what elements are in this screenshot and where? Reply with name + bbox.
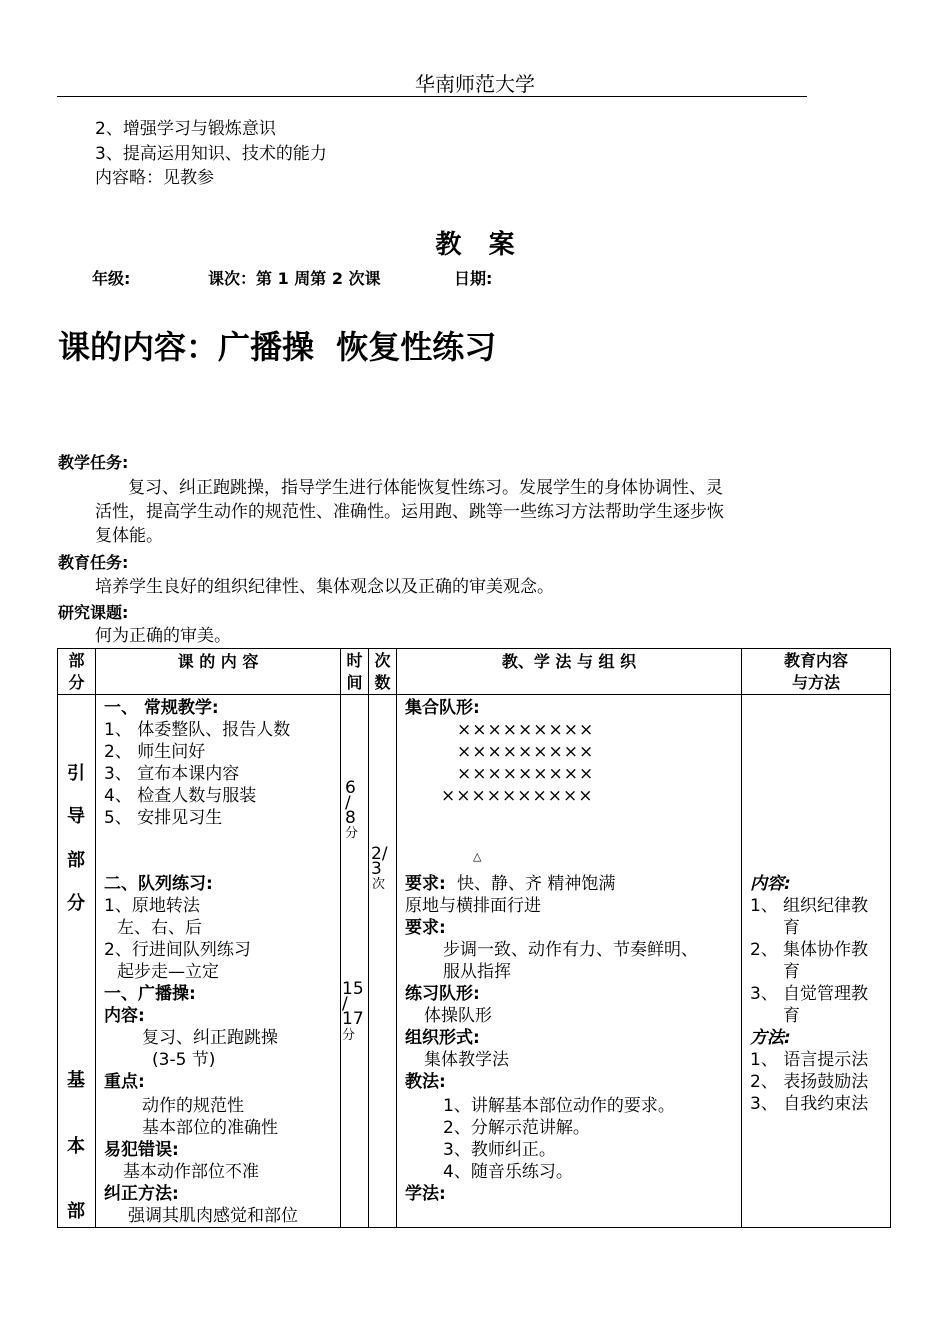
table-body-row <box>58 695 891 1228</box>
time-column <box>341 695 368 1227</box>
fix-label: 纠正方法: <box>104 1184 179 1204</box>
list-item: 1、 <box>750 896 778 916</box>
teaching-task-line: 活性，提高学生动作的规范性、准确性。运用跑、跳等一些练习方法帮助学生逐步恢 <box>95 502 724 522</box>
drill-title: 二、队列练习: <box>104 874 213 894</box>
page-title: 教 案 <box>435 230 515 260</box>
list-item: 3、 自我约束法 <box>750 1094 869 1114</box>
formation-row: ××××××××× <box>457 720 595 740</box>
list-item: 4、随音乐练习。 <box>443 1162 573 1182</box>
list-item: 2、行进间队列练习 <box>104 940 251 960</box>
method-column <box>397 695 741 1227</box>
req1-label: 要求: <box>405 874 446 894</box>
list-item: 2、 师生问好 <box>104 742 206 762</box>
list-item: 2、 <box>750 940 778 960</box>
req2-label: 要求: <box>405 918 446 938</box>
list-item: 自觉管理教 <box>783 984 868 1004</box>
header-time: 时 间 <box>346 651 363 692</box>
list-item: 复习、纠正跑跳操 <box>142 1028 278 1048</box>
header-count: 次 数 <box>374 651 391 692</box>
part-char: 分 <box>67 893 85 914</box>
formation-label: 集合队形: <box>405 698 480 718</box>
grade-label: 年级: <box>92 269 131 288</box>
edu-column <box>742 695 890 1227</box>
list-item: 基本部位的准确性 <box>142 1118 278 1138</box>
education-task-label: 教育任务: <box>58 553 129 572</box>
req2-line: 步调一致、动作有力、节奏鲜明、 <box>443 940 698 960</box>
part-char: 基 <box>67 1070 85 1091</box>
teaching-task-line: 复体能。 <box>95 526 163 546</box>
practice-text: 体操队形 <box>424 1006 492 1026</box>
table-header-row <box>58 649 891 695</box>
list-item: 育 <box>783 1006 800 1026</box>
date-label: 日期: <box>454 269 493 288</box>
list-item: 2、 表扬鼓励法 <box>750 1072 869 1092</box>
list-item: 3、教师纠正。 <box>443 1140 556 1160</box>
key-label: 重点: <box>104 1072 145 1092</box>
learn-label: 学法: <box>405 1184 446 1204</box>
list-item: 强调其肌肉感觉和部位 <box>128 1206 298 1226</box>
list-item: 5、 安排见习生 <box>104 808 223 828</box>
req2-line: 服从指挥 <box>443 962 511 982</box>
count-unit: 次 <box>372 877 386 892</box>
list-item: 2、分解示范讲解。 <box>443 1118 590 1138</box>
research-label: 研究课题: <box>58 603 129 622</box>
lesson-plan-table <box>57 648 891 1228</box>
intro-line-1: 2、增强学习与锻炼意识 <box>95 119 276 139</box>
org-text: 集体教学法 <box>424 1050 509 1070</box>
list-item: 育 <box>783 918 800 938</box>
header-method: 教、学 法 与 组 织 <box>501 652 637 671</box>
list-item: 基本动作部位不准 <box>123 1162 259 1182</box>
list-item: 集体协作教 <box>783 940 868 960</box>
edu-method-label: 方法: <box>750 1028 791 1048</box>
edu-content-label: 内容: <box>750 874 791 894</box>
content-column <box>96 695 340 1227</box>
part-char: 导 <box>67 806 85 827</box>
list-item: 组织纪律教 <box>783 896 868 916</box>
routine-title: 一、 常规教学: <box>104 698 219 718</box>
teaching-task-line: 复习、纠正跑跳操，指导学生进行体能恢复性练习。发展学生的身体协调性、灵 <box>128 478 723 498</box>
list-item: 1、 体委整队、报告人数 <box>104 720 291 740</box>
list-item: 1、 语言提示法 <box>750 1050 869 1070</box>
header-rule <box>57 96 807 97</box>
list-item: 1、讲解基本部位动作的要求。 <box>443 1096 675 1116</box>
header-part: 部 分 <box>68 651 85 692</box>
list-item: 3、 宣布本课内容 <box>104 764 240 784</box>
practice-label: 练习队形: <box>405 984 480 1004</box>
education-task-text: 培养学生良好的组织纪律性、集体观念以及正确的审美观念。 <box>95 577 554 597</box>
header-content: 课 的 内 容 <box>177 652 259 671</box>
list-item: 3、 <box>750 984 778 1004</box>
error-label: 易犯错误: <box>104 1140 179 1160</box>
teaching-task-label: 教学任务: <box>58 453 129 472</box>
part-char: 部 <box>67 850 85 871</box>
formation-row: ×××××××××× <box>441 786 594 806</box>
req1-text: 快、静、齐 精神饱满 <box>457 874 616 894</box>
teacher-position-icon: △ <box>473 850 482 863</box>
formation-row: ××××××××× <box>457 742 595 762</box>
lesson-number: 课次：第 1 周第 2 次课 <box>208 269 381 288</box>
header-edu: 教育内容 与方法 <box>783 651 848 692</box>
march-text: 原地与横排面行进 <box>405 896 541 916</box>
list-item: 起步走—立定 <box>117 962 219 982</box>
count-column <box>369 695 396 1227</box>
gym-content-label: 内容: <box>104 1006 145 1026</box>
org-label: 组织形式: <box>405 1028 480 1048</box>
intro-line-3: 内容略：见教参 <box>95 168 214 188</box>
part-char: 引 <box>67 763 85 784</box>
list-item: 左、右、后 <box>117 918 202 938</box>
formation-row: ××××××××× <box>457 764 595 784</box>
time-value: 15 / 17 <box>342 979 364 1029</box>
time-unit: 分 <box>342 1028 356 1043</box>
time-value: 6 / 8 <box>345 778 356 828</box>
intro-line-2: 3、提高运用知识、技术的能力 <box>95 144 327 164</box>
gym-title: 一、广播操: <box>104 984 196 1004</box>
research-text: 何为正确的审美。 <box>95 626 231 646</box>
list-item: 动作的规范性 <box>142 1096 244 1116</box>
part-char: 部 <box>67 1201 85 1222</box>
time-unit: 分 <box>345 826 359 841</box>
part-char: 本 <box>67 1136 85 1157</box>
list-item: 4、 检查人数与服装 <box>104 786 257 806</box>
list-item: 育 <box>783 962 800 982</box>
university-header: 华南师范大学 <box>415 72 535 96</box>
part-column <box>58 695 95 1227</box>
teach-label: 教法: <box>405 1072 446 1092</box>
lesson-content-heading: 课的内容：广播操 恢复性练习 <box>58 328 497 366</box>
count-value: 2/ 3 <box>371 844 388 879</box>
list-item: 1、原地转法 <box>104 896 200 916</box>
list-item: (3-5 节) <box>152 1050 216 1070</box>
